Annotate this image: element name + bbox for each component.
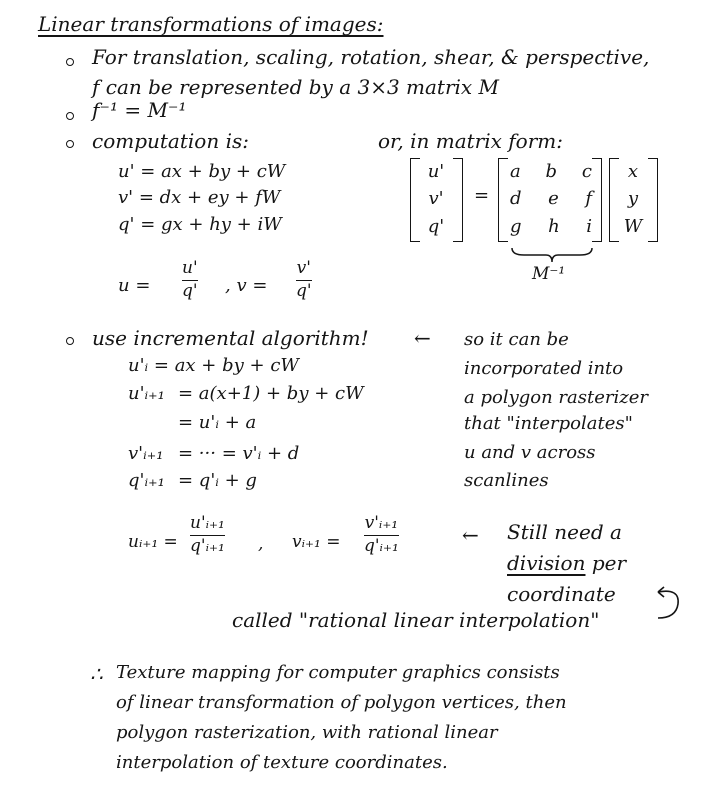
conclusion-line: interpolation of texture coordinates. (116, 752, 448, 773)
matrix-row (510, 161, 592, 182)
bullet-marker (66, 58, 74, 66)
note-line: incorporated into (464, 358, 624, 379)
v-next-lhs: vᵢ₊₁ = (292, 532, 341, 552)
rhs-vector (617, 158, 649, 240)
matrix-entry: c (581, 161, 592, 183)
still-need-line: Still need a (507, 520, 622, 544)
curved-arrow-icon (648, 584, 688, 624)
matrix-row (510, 188, 592, 209)
u-next-denominator: q'ᵢ₊₁ (190, 535, 225, 556)
still-need-line3: coordinate (507, 582, 616, 606)
v-fraction-denominator: q' (296, 280, 312, 301)
conclusion-line: Texture mapping for computer graphics consists (116, 662, 560, 683)
matrix-row (510, 216, 592, 237)
matrix-entry: b (545, 161, 558, 183)
matrix-entry: h (548, 215, 560, 237)
conclusion-line: polygon rasterization, with rational linear (116, 722, 498, 743)
equation-v-prime: v' = dx + ey + fW (118, 187, 281, 208)
brace-label: M⁻¹ (532, 264, 566, 284)
note-line: that "interpolates" (464, 413, 633, 434)
note-line: a polygon rasterizer (464, 387, 648, 408)
incremental-label: use incremental algorithm! (92, 326, 369, 350)
matrix-equals: = (474, 185, 490, 206)
v-fraction (296, 260, 312, 301)
matrix-entry: g (510, 215, 522, 237)
bullet1-line2: f can be represented by a 3×3 matrix M (92, 75, 500, 99)
per-word: per (585, 551, 627, 575)
bullet-marker (66, 140, 74, 148)
therefore-symbol: ∴ (90, 662, 103, 686)
matrix-form-label: or, in matrix form: (378, 129, 563, 153)
u-next-lhs: uᵢ₊₁ = (128, 532, 178, 552)
matrix-entry: i (586, 215, 592, 237)
division-word: division (507, 551, 586, 575)
incremental-eq: = u'ᵢ + a (178, 412, 257, 433)
v-fraction-numerator: v' (296, 258, 311, 278)
right-bracket (453, 158, 463, 242)
matrix-entry: d (510, 188, 522, 210)
incremental-eq-rhs: = q'ᵢ + g (178, 470, 257, 491)
matrix-entry: f (585, 188, 592, 210)
incremental-eq-rhs: = a(x+1) + by + cW (178, 383, 364, 404)
vector-entry: y (627, 188, 639, 210)
called-text: called "rational linear interpolation" (232, 608, 600, 632)
lhs-vector (418, 158, 454, 240)
arrow-left-icon: ← (414, 326, 431, 350)
vector-entry: q' (427, 215, 445, 237)
underbrace-icon (510, 246, 594, 264)
computation-label: computation is: (92, 129, 249, 153)
arrow-left-icon: ← (462, 523, 479, 547)
incremental-eq-lhs: v'ᵢ₊₁ (128, 443, 164, 464)
vector-entry: v' (428, 188, 444, 210)
conclusion-line: of linear transformation of polygon vertices, then (116, 692, 567, 713)
v-next-numerator: v'ᵢ₊₁ (364, 513, 399, 533)
u-next-numerator: u'ᵢ₊₁ (190, 513, 225, 533)
incremental-eq: u'ᵢ = ax + by + cW (128, 355, 299, 376)
note-line: u and v across (464, 442, 596, 463)
right-bracket (648, 158, 658, 242)
bullet2-equation: f⁻¹ = M⁻¹ (92, 98, 187, 122)
equation-q-prime: q' = gx + hy + iW (118, 214, 282, 235)
bullet1-line1: For translation, scaling, rotation, shear, & perspective, (92, 45, 650, 69)
incremental-eq-lhs: u'ᵢ₊₁ (128, 383, 165, 404)
u-next-fraction (190, 515, 225, 556)
left-bracket (498, 158, 508, 242)
v-next-fraction (364, 515, 399, 556)
matrix-m-inverse (510, 158, 592, 240)
u-lhs: u = (118, 275, 151, 296)
v-lhs: , v = (225, 275, 268, 296)
matrix-entry: a (510, 161, 521, 183)
note-line: so it can be (464, 329, 569, 350)
incremental-eq-lhs: q'ᵢ₊₁ (128, 470, 165, 491)
v-next-denominator: q'ᵢ₊₁ (364, 535, 399, 556)
comma: , (258, 534, 264, 554)
u-fraction-denominator: q' (182, 280, 198, 301)
equation-u-prime: u' = ax + by + cW (118, 161, 286, 182)
u-fraction-numerator: u' (182, 258, 198, 278)
vector-entry: x (627, 161, 639, 183)
bullet-marker (66, 112, 74, 120)
incremental-eq-rhs: = ··· = v'ᵢ + d (178, 443, 300, 464)
note-line: scanlines (464, 470, 549, 491)
page-title: Linear transformations of images: (38, 12, 384, 36)
bullet-marker (66, 337, 74, 345)
right-bracket (592, 158, 602, 242)
vector-entry: W (623, 215, 643, 237)
matrix-entry: e (548, 188, 559, 210)
still-need-line2 (507, 553, 626, 573)
u-fraction (182, 260, 198, 301)
vector-entry: u' (427, 161, 445, 183)
